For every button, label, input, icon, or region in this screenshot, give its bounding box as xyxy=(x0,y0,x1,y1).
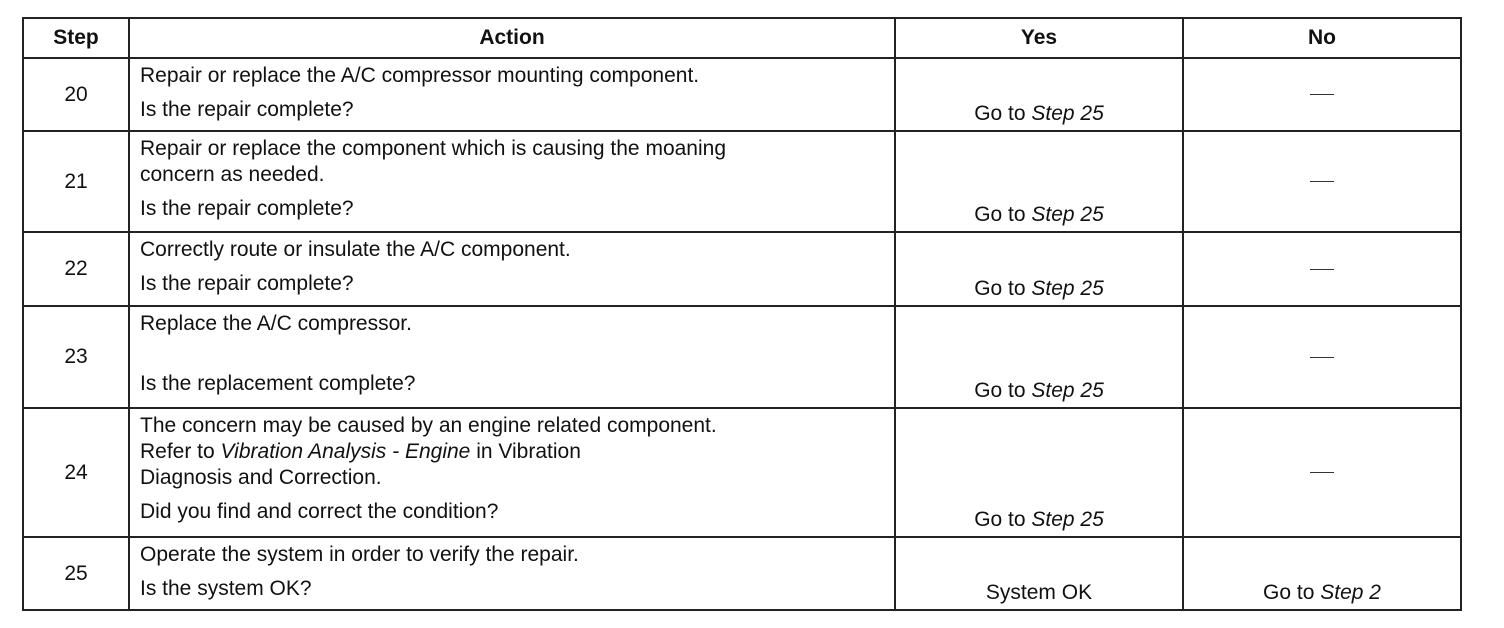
yes-cell xyxy=(895,408,1183,537)
no-cell xyxy=(1183,131,1461,232)
no-dash xyxy=(1310,269,1334,270)
action-text-suffix: in Vibration xyxy=(470,440,581,463)
action-text: Repair or replace the component which is causing the moaning xyxy=(140,137,727,160)
action-text-prefix: Refer to xyxy=(140,440,221,463)
diagnostic-steps-table xyxy=(22,17,1462,611)
yes-step-ref: Step 25 xyxy=(1031,277,1104,300)
no-cell xyxy=(1183,58,1461,131)
header-no: No xyxy=(1183,18,1461,58)
table-header-row xyxy=(23,18,1461,58)
table-row xyxy=(23,58,1461,131)
action-text: concern as needed. xyxy=(140,163,325,186)
yes-step-ref: Step 25 xyxy=(1031,203,1104,226)
yes-cell: System OK xyxy=(895,537,1183,610)
step-number: 25 xyxy=(23,537,129,610)
action-question: Is the repair complete? xyxy=(140,272,354,295)
no-step-ref: Step 2 xyxy=(1320,581,1381,604)
yes-cell xyxy=(895,58,1183,131)
action-text: The concern may be caused by an engine related component. xyxy=(140,414,717,437)
yes-prefix: Go to xyxy=(974,379,1032,402)
action-text: Diagnosis and Correction. xyxy=(140,466,382,489)
action-text: Operate the system in order to verify the repair. xyxy=(140,543,579,566)
table-row xyxy=(23,537,1461,610)
yes-cell xyxy=(895,131,1183,232)
action-question: Is the system OK? xyxy=(140,577,312,600)
action-cell xyxy=(129,306,895,408)
no-dash xyxy=(1310,94,1334,95)
no-cell xyxy=(1183,408,1461,537)
action-text: Repair or replace the A/C compressor mounting component. xyxy=(140,64,700,87)
step-number: 24 xyxy=(23,408,129,537)
action-question: Is the replacement complete? xyxy=(140,372,416,395)
no-cell xyxy=(1183,537,1461,610)
action-cell xyxy=(129,58,895,131)
action-cell xyxy=(129,408,895,537)
action-text xyxy=(140,439,884,465)
header-yes: Yes xyxy=(895,18,1183,58)
action-cell xyxy=(129,232,895,306)
action-text: Replace the A/C compressor. xyxy=(140,312,412,335)
step-number: 22 xyxy=(23,232,129,306)
action-cell xyxy=(129,131,895,232)
action-cell xyxy=(129,537,895,610)
no-prefix: Go to xyxy=(1263,581,1321,604)
table-row xyxy=(23,232,1461,306)
yes-prefix: Go to xyxy=(974,102,1032,125)
action-text: Correctly route or insulate the A/C component. xyxy=(140,238,571,261)
yes-step-ref: Step 25 xyxy=(1031,508,1104,531)
table-row xyxy=(23,131,1461,232)
yes-cell xyxy=(895,306,1183,408)
no-cell xyxy=(1183,232,1461,306)
action-question: Did you find and correct the condition? xyxy=(140,500,499,523)
step-number: 23 xyxy=(23,306,129,408)
no-dash xyxy=(1310,357,1334,358)
yes-prefix: Go to xyxy=(974,277,1032,300)
yes-step-ref: Step 25 xyxy=(1031,102,1104,125)
table-row xyxy=(23,306,1461,408)
header-action: Action xyxy=(129,18,895,58)
step-number: 21 xyxy=(23,131,129,232)
yes-cell xyxy=(895,232,1183,306)
yes-prefix: Go to xyxy=(974,508,1032,531)
no-cell xyxy=(1183,306,1461,408)
manual-section-ref: Vibration Analysis - Engine xyxy=(220,440,471,463)
action-question: Is the repair complete? xyxy=(140,197,354,220)
yes-prefix: Go to xyxy=(974,203,1032,226)
table-row xyxy=(23,408,1461,537)
no-dash xyxy=(1310,181,1334,182)
action-question: Is the repair complete? xyxy=(140,98,354,121)
yes-step-ref: Step 25 xyxy=(1031,379,1104,402)
no-dash xyxy=(1310,472,1334,473)
header-step: Step xyxy=(23,18,129,58)
step-number: 20 xyxy=(23,58,129,131)
